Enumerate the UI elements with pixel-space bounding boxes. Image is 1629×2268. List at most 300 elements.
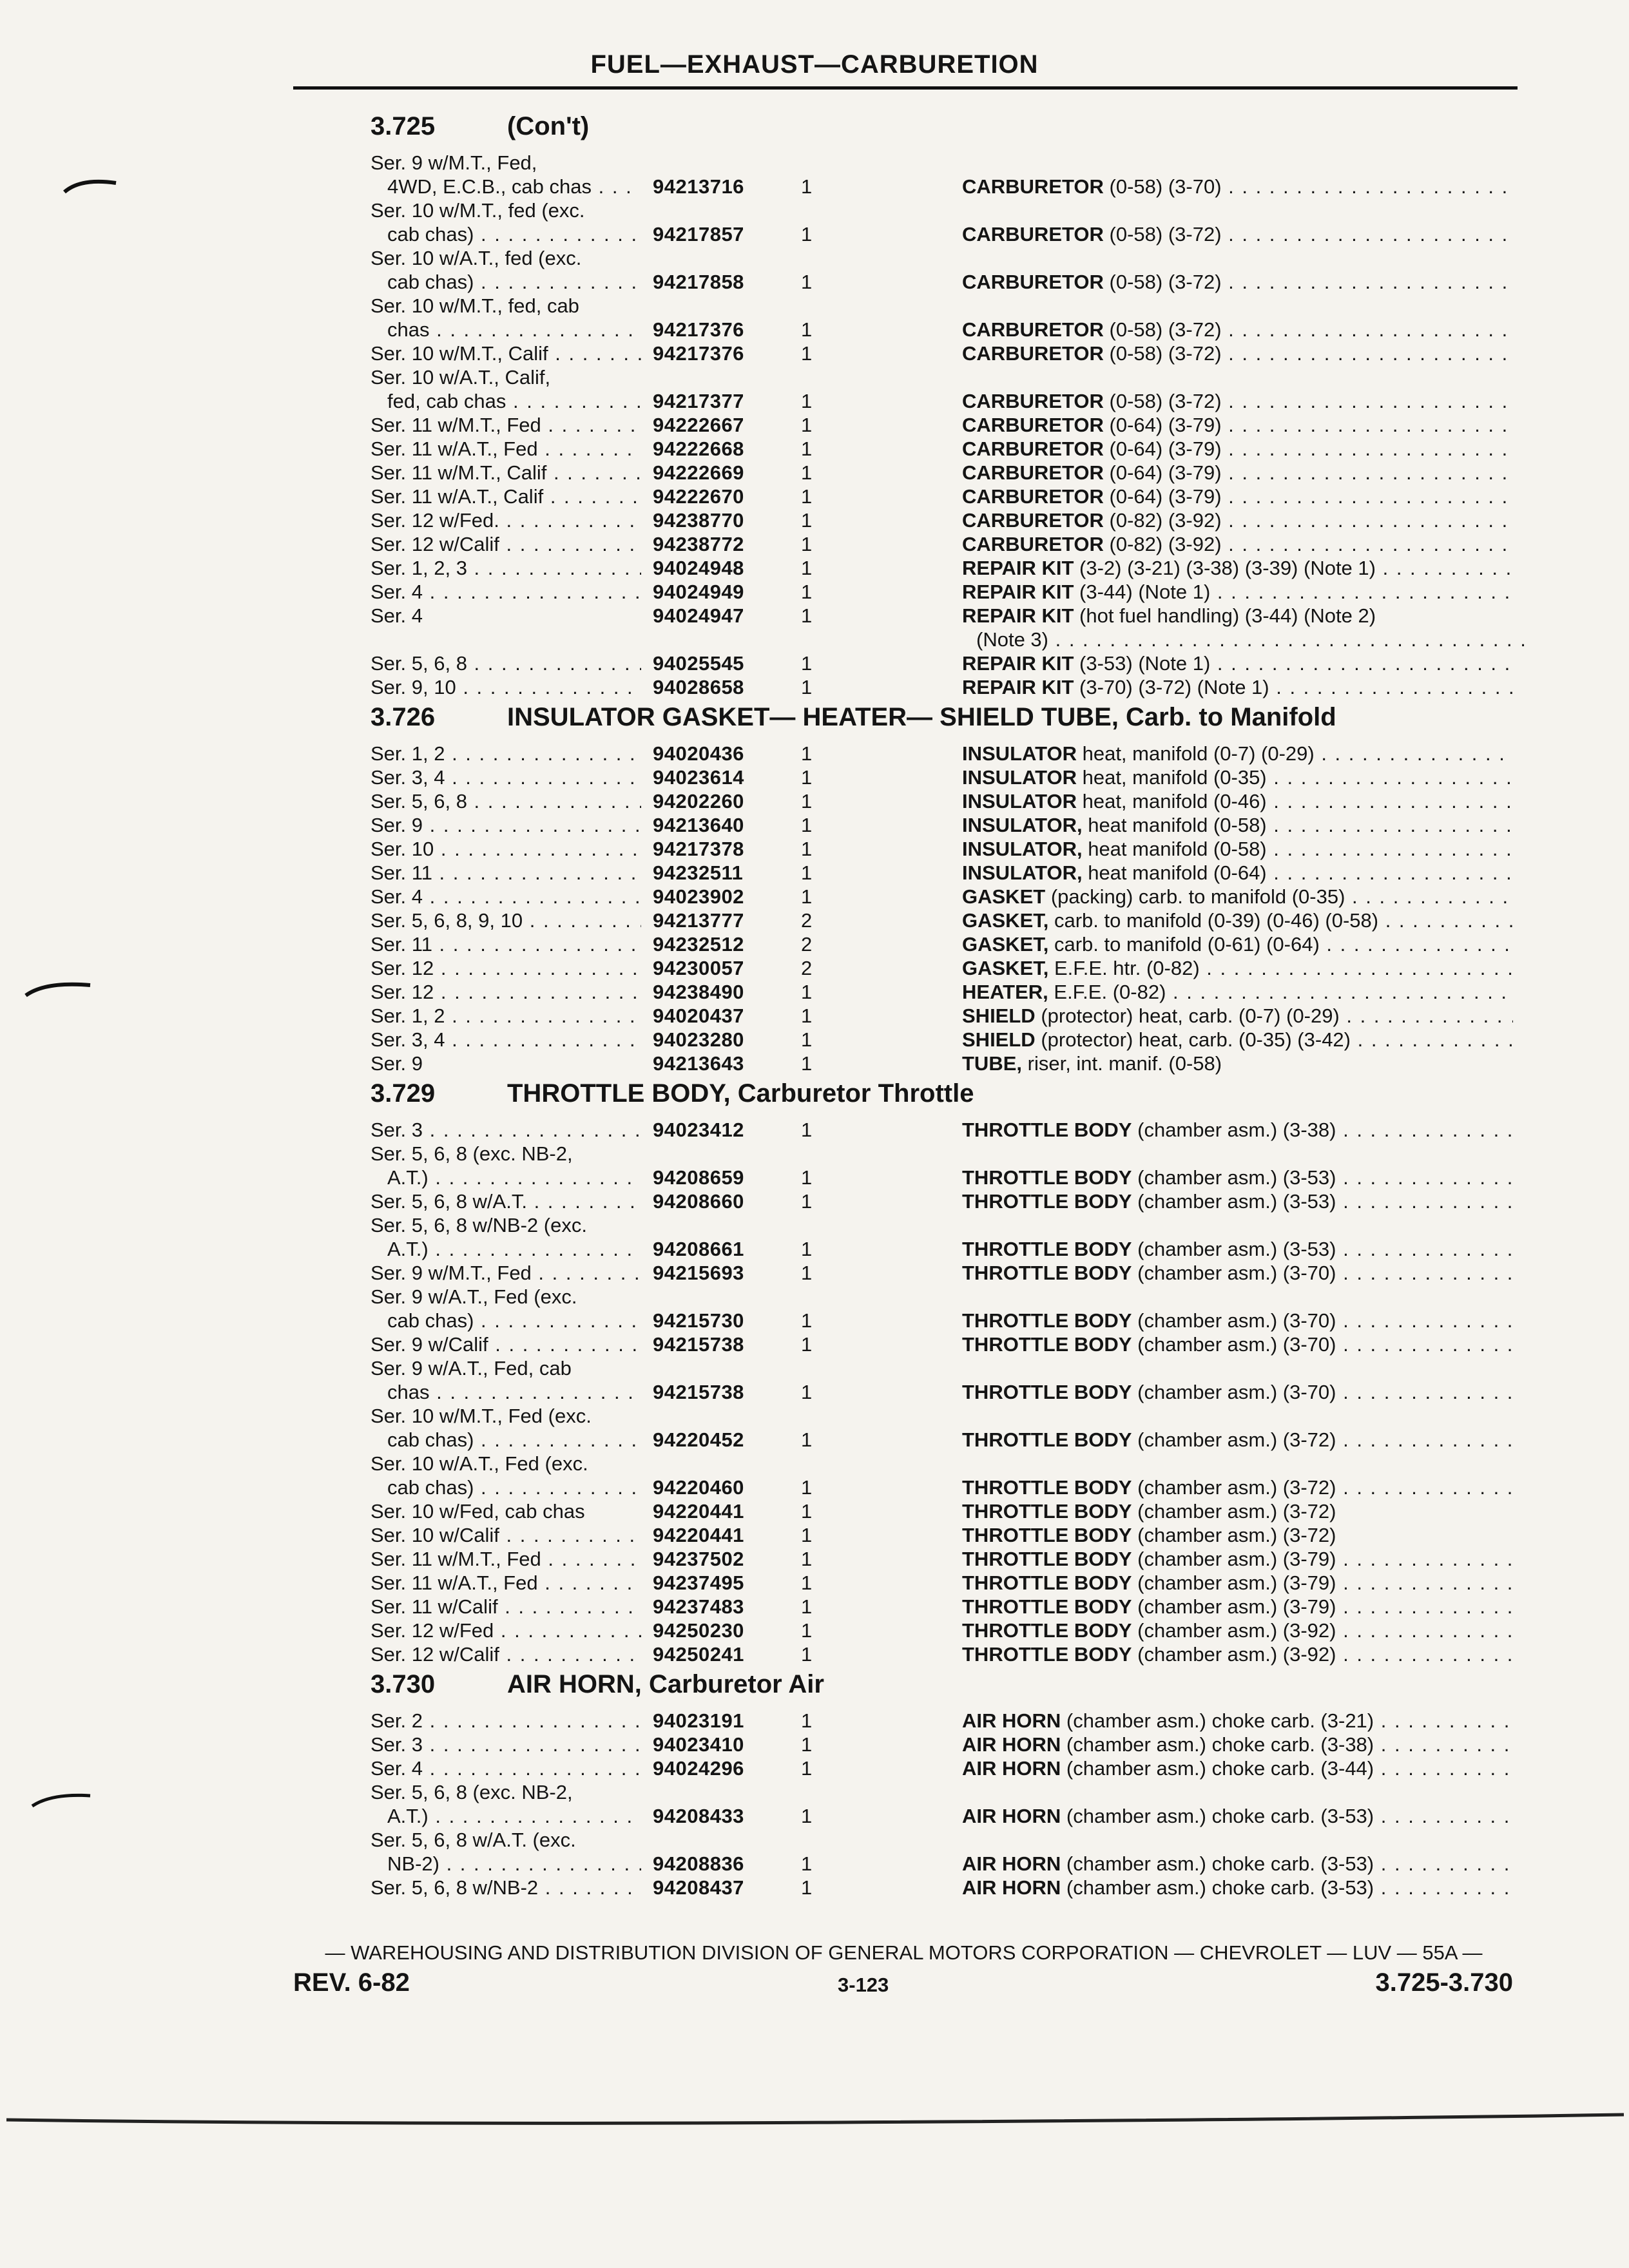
application-description: Ser. 9 w/Calif . . . [371,1332,641,1356]
parts-row [371,932,1511,956]
part-name: THROTTLE BODY [962,1190,1132,1213]
quantity: 1 [801,676,813,698]
parts-row [371,1309,1511,1332]
part-description [962,1189,1513,1213]
part-name: CARBURETOR [962,342,1104,365]
parts-row [371,1709,1511,1733]
part-description [962,413,1513,437]
application-description: Ser. 11 . . . [371,932,641,956]
application-description: Ser. 11 w/M.T., Calif . . . [371,461,641,485]
part-number: 94222670 [653,485,744,508]
application-description: Ser. 10 w/A.T., Fed (exc. [371,1452,588,1475]
section-title: THROTTLE BODY, Carburetor Throttle [507,1079,974,1108]
quantity: 1 [801,1500,813,1523]
part-number: 94237495 [653,1571,744,1594]
application-description: Ser. 11 w/A.T., Calif . . . [371,485,641,508]
part-number: 94215738 [653,1381,744,1403]
application-description: Ser. 3 . . . [371,1733,641,1756]
quantity: 1 [801,1548,813,1570]
part-description [962,1595,1513,1619]
parts-row [371,1571,1511,1595]
parts-row [371,222,1511,246]
parts-row [371,556,1511,580]
part-name: THROTTLE BODY [962,1619,1132,1642]
part-number: 94023412 [653,1119,744,1141]
part-number: 94023614 [653,766,744,789]
section-header [371,1075,1511,1118]
part-detail: (3-44) (Note 1) [1079,581,1211,603]
footer-publisher-line: — WAREHOUSING AND DISTRIBUTION DIVISION OF GENERAL MOTORS CORPORATION — CHEVROLET — LUV — 55A — [325,1941,1483,1964]
part-detail: (0-58) (3-72) [1109,390,1222,412]
parts-row [371,789,1511,813]
quantity: 1 [801,1524,813,1546]
part-description [962,1475,1513,1499]
part-detail: (chamber asm.) choke carb. (3-21) [1066,1709,1374,1732]
part-number: 94215693 [653,1262,744,1284]
part-description [962,1733,1513,1756]
section-number: 3.730 [371,1670,436,1698]
part-number: 94208660 [653,1190,744,1213]
part-description [962,389,1513,413]
parts-row [371,246,1511,270]
part-name: CARBURETOR [962,175,1104,198]
part-detail: (chamber asm.) (3-70) [1137,1381,1336,1403]
quantity: 1 [801,1643,813,1666]
part-name: TUBE, [962,1052,1022,1075]
part-detail: (chamber asm.) choke carb. (3-53) [1066,1852,1374,1875]
part-name: THROTTLE BODY [962,1643,1132,1666]
application-description: Ser. 10 w/M.T., fed (exc. [371,199,585,222]
part-description [962,485,1513,508]
quantity: 1 [801,1262,813,1284]
quantity: 1 [801,814,813,836]
quantity: 1 [801,318,813,341]
part-description [962,1547,1513,1571]
parts-row [371,1642,1511,1666]
part-name: REPAIR KIT [962,604,1074,627]
parts-row [371,1004,1511,1028]
quantity: 1 [801,1238,813,1260]
part-description [962,532,1513,556]
part-description [962,861,1513,885]
part-name: THROTTLE BODY [962,1500,1132,1523]
part-description [962,1709,1513,1733]
part-description [962,461,1513,485]
part-number: 94020437 [653,1004,744,1027]
parts-row [371,198,1511,222]
part-name: THROTTLE BODY [962,1571,1132,1594]
application-description: Ser. 12 . . . [371,980,641,1004]
quantity: 1 [801,390,813,412]
quantity: 1 [801,1166,813,1189]
footer-section-range: 3.725-3.730 [1375,1968,1513,1997]
part-number: 94250241 [653,1643,744,1666]
part-detail: heat manifold (0-58) [1088,814,1267,836]
part-name: GASKET, [962,909,1049,932]
part-name: GASKET, [962,933,1049,956]
parts-row [371,1380,1511,1404]
application-description: 4WD, E.C.B., cab chas . . . [387,175,641,198]
application-description: Ser. 10 w/M.T., Calif . . . [371,341,641,365]
part-number: 94208433 [653,1805,744,1827]
part-name: INSULATOR [962,742,1077,765]
application-description: cab chas) . . . [387,270,641,294]
application-description: Ser. 3, 4 . . . [371,765,641,789]
part-description [962,1052,1513,1075]
quantity: 1 [801,861,813,884]
quantity: 1 [801,766,813,789]
part-description [962,1642,1513,1666]
part-number: 94237502 [653,1548,744,1570]
quantity: 1 [801,1052,813,1075]
part-description [962,1571,1513,1595]
application-description: Ser. 9 w/M.T., Fed . . . [371,1261,641,1285]
part-description [962,1499,1513,1523]
quantity: 1 [801,1476,813,1499]
parts-row [371,532,1511,556]
parts-row [371,1052,1511,1075]
part-detail: (chamber asm.) (3-53) [1137,1190,1336,1213]
part-name: INSULATOR, [962,838,1083,860]
parts-row [371,1828,1511,1852]
part-number: 94217857 [653,223,744,245]
parts-row [371,1619,1511,1642]
application-description: Ser. 10 . . . [371,837,641,861]
part-detail: (chamber asm.) choke carb. (3-38) [1066,1733,1374,1756]
part-number: 94020436 [653,742,744,765]
part-description [962,932,1513,956]
quantity: 1 [801,1595,813,1618]
part-name: REPAIR KIT [962,652,1074,675]
part-description [962,1332,1513,1356]
part-detail: (chamber asm.) (3-92) [1137,1619,1336,1642]
quantity: 1 [801,838,813,860]
part-number: 94025545 [653,652,744,675]
quantity: 1 [801,271,813,293]
parts-row [371,908,1511,932]
part-detail: E.F.E. htr. (0-82) [1054,957,1200,979]
application-description: Ser. 12 . . . [371,956,641,980]
part-description [962,1237,1513,1261]
parts-row [371,813,1511,837]
part-name: CARBURETOR [962,414,1104,436]
parts-row [371,1756,1511,1780]
part-name: THROTTLE BODY [962,1309,1132,1332]
part-detail: heat, manifold (0-46) [1082,790,1267,812]
application-description: Ser. 5, 6, 8 (exc. NB-2, [371,1781,573,1803]
part-name: INSULATOR [962,790,1077,812]
part-detail: (0-64) (3-79) [1109,485,1222,508]
part-detail: heat manifold (0-58) [1088,838,1267,860]
part-name: THROTTLE BODY [962,1119,1132,1141]
quantity: 1 [801,414,813,436]
application-description: Ser. 11 w/M.T., Fed . . . [371,413,641,437]
parts-row [371,485,1511,508]
part-description [962,980,1513,1004]
part-detail: (chamber asm.) (3-53) [1137,1166,1336,1189]
part-detail: (chamber asm.) (3-72) [1137,1524,1336,1546]
section-title: AIR HORN, Carburetor Air [507,1670,824,1698]
part-detail: (chamber asm.) (3-70) [1137,1262,1336,1284]
quantity: 1 [801,790,813,812]
part-detail: (chamber asm.) (3-70) [1137,1333,1336,1356]
parts-row [371,1404,1511,1428]
part-description [962,675,1513,699]
binder-hole-mark [29,1788,93,1814]
part-name: THROTTLE BODY [962,1524,1132,1546]
part-description [962,1309,1513,1332]
quantity: 1 [801,981,813,1003]
part-name: CARBURETOR [962,318,1104,341]
application-description: Ser. 1, 2, 3 . . . [371,556,641,580]
quantity: 2 [801,957,813,979]
application-description: Ser. 5, 6, 8, 9, 10 . . . [371,908,641,932]
quantity: 1 [801,437,813,460]
parts-row [371,1261,1511,1285]
footer-revision: REV. 6-82 [293,1968,410,1997]
part-description [962,1428,1513,1452]
part-number: 94220452 [653,1428,744,1451]
part-name: THROTTLE BODY [962,1333,1132,1356]
application-description: Ser. 9 . . . [371,813,641,837]
part-detail: riser, int. manif. (0-58) [1027,1052,1222,1075]
part-name: SHIELD [962,1028,1036,1051]
part-name: CARBURETOR [962,437,1104,460]
part-detail: carb. to manifold (0-39) (0-46) (0-58) [1054,909,1379,932]
application-description: Ser. 5, 6, 8 w/NB-2 (exc. [371,1214,587,1236]
quantity: 1 [801,461,813,484]
part-detail: carb. to manifold (0-61) (0-64) [1054,933,1320,956]
part-number: 94232512 [653,933,744,956]
application-description: cab chas) . . . [387,1475,641,1499]
part-number: 94222668 [653,437,744,460]
part-number: 94024296 [653,1757,744,1780]
application-description: chas . . . [387,1380,641,1404]
application-description: A.T.) . . . [387,1237,641,1261]
part-detail: (chamber asm.) (3-72) [1137,1476,1336,1499]
parts-row [371,1475,1511,1499]
application-description: Ser. 3, 4 . . . [371,1028,641,1052]
part-number: 94213643 [653,1052,744,1075]
application-description: Ser. 5, 6, 8 w/A.T. . . . [371,1189,641,1213]
parts-row [371,365,1511,389]
part-number: 94217376 [653,342,744,365]
section-title: INSULATOR GASKET— HEATER— SHIELD TUBE, Carb. to Manifold [507,703,1336,731]
part-description [962,1118,1513,1142]
application-description: Ser. 10 w/A.T., Calif, [371,366,551,389]
parts-row [371,580,1511,604]
part-name: AIR HORN [962,1709,1061,1732]
part-number: 94208659 [653,1166,744,1189]
part-detail: (0-58) (3-70) [1109,175,1222,198]
part-number: 94213640 [653,814,744,836]
part-number: 94222667 [653,414,744,436]
part-number: 94213777 [653,909,744,932]
application-description: Ser. 11 w/Calif . . . [371,1595,641,1619]
section-header [371,699,1511,742]
application-description: cab chas) . . . [387,1309,641,1332]
part-description [962,1261,1513,1285]
quantity: 1 [801,1571,813,1594]
footer-page-number: 3-123 [838,1974,889,1996]
part-number: 94213716 [653,175,744,198]
part-name: THROTTLE BODY [962,1238,1132,1260]
application-description: Ser. 10 w/Fed, cab chas [371,1500,585,1523]
part-description [962,956,1513,980]
part-detail: heat, manifold (0-7) (0-29) [1082,742,1315,765]
page-header-title: FUEL—EXHAUST—CARBURETION [590,50,1039,79]
parts-row [371,294,1511,318]
part-number: 94208661 [653,1238,744,1260]
application-description: Ser. 10 w/M.T., Fed (exc. [371,1405,592,1427]
application-description: Ser. 4 [371,604,423,627]
parts-row [371,1428,1511,1452]
application-description: Ser. 12 w/Fed . . . [371,1619,641,1642]
parts-row [371,1852,1511,1876]
bottom-scan-edge [0,2100,1629,2139]
part-name: THROTTLE BODY [962,1166,1132,1189]
part-description [962,742,1513,765]
application-description: Ser. 5, 6, 8 (exc. NB-2, [371,1142,573,1165]
part-detail: (hot fuel handling) (3-44) (Note 2) [1079,604,1376,627]
part-description [962,175,1513,198]
parts-row [371,628,1511,651]
part-detail: (0-58) (3-72) [1109,342,1222,365]
parts-row [371,437,1511,461]
part-detail: (0-58) (3-72) [1109,223,1222,245]
application-description: Ser. 12 w/Fed. . . . [371,508,641,532]
part-detail: (chamber asm.) (3-79) [1137,1548,1336,1570]
part-name: REPAIR KIT [962,557,1074,579]
part-number: 94217377 [653,390,744,412]
parts-row [371,1166,1511,1189]
part-description [962,1756,1513,1780]
part-description [962,1804,1513,1828]
parts-row [371,341,1511,365]
application-description: Ser. 12 w/Calif . . . [371,532,641,556]
part-description [962,508,1513,532]
part-description [962,556,1513,580]
part-description [962,1380,1513,1404]
part-name: CARBURETOR [962,271,1104,293]
part-description [962,765,1513,789]
part-name: REPAIR KIT [962,581,1074,603]
part-number: 94024948 [653,557,744,579]
part-name: THROTTLE BODY [962,1381,1132,1403]
parts-row [371,318,1511,341]
quantity: 1 [801,1119,813,1141]
parts-row [371,151,1511,175]
quantity: 2 [801,933,813,956]
part-description [976,628,1527,651]
quantity: 1 [801,742,813,765]
parts-row [371,1332,1511,1356]
quantity: 1 [801,533,813,555]
part-description [962,885,1513,908]
part-description [962,318,1513,341]
part-detail: (3-2) (3-21) (3-38) (3-39) (Note 1) [1079,557,1376,579]
parts-row [371,861,1511,885]
section-number: 3.729 [371,1079,436,1108]
part-name: REPAIR KIT [962,676,1074,698]
part-number: 94024947 [653,604,744,627]
part-number: 94208836 [653,1852,744,1875]
quantity: 1 [801,1309,813,1332]
application-description: Ser. 4 . . . [371,580,641,604]
part-name: AIR HORN [962,1852,1061,1875]
part-name: THROTTLE BODY [962,1476,1132,1499]
quantity: 1 [801,1028,813,1051]
application-description: Ser. 9, 10 . . . [371,675,641,699]
part-name: HEATER, [962,981,1048,1003]
parts-row [371,1118,1511,1142]
part-detail: (chamber asm.) choke carb. (3-53) [1066,1805,1374,1827]
part-name: SHIELD [962,1004,1036,1027]
quantity: 1 [801,223,813,245]
part-name: THROTTLE BODY [962,1548,1132,1570]
quantity: 1 [801,557,813,579]
quantity: 1 [801,342,813,365]
part-name: CARBURETOR [962,509,1104,532]
application-description: Ser. 10 w/Calif . . . [371,1523,641,1547]
part-detail: (0-82) (3-92) [1109,509,1222,532]
part-detail: (chamber asm.) (3-92) [1137,1643,1336,1666]
quantity: 1 [801,1852,813,1875]
part-description [962,1028,1513,1052]
part-description [962,813,1513,837]
parts-row [371,1189,1511,1213]
part-name: AIR HORN [962,1805,1061,1827]
part-description [962,1619,1513,1642]
part-name: GASKET, [962,957,1049,979]
part-number: 94028658 [653,676,744,698]
part-detail: (chamber asm.) (3-38) [1137,1119,1336,1141]
part-detail: (0-58) (3-72) [1109,318,1222,341]
parts-row [371,175,1511,198]
quantity: 1 [801,581,813,603]
part-detail: heat, manifold (0-35) [1082,766,1267,789]
parts-row [371,1237,1511,1261]
application-description: Ser. 9 w/A.T., Fed, cab [371,1357,572,1379]
parts-row [371,604,1511,628]
part-description [962,651,1513,675]
binder-hole-mark [61,174,119,200]
quantity: 1 [801,1381,813,1403]
part-detail: (chamber asm.) (3-53) [1137,1238,1336,1260]
section-number: 3.725 [371,112,436,140]
application-description: cab chas) . . . [387,222,641,246]
parts-row [371,461,1511,485]
part-name: THROTTLE BODY [962,1262,1132,1284]
part-detail: (0-58) (3-72) [1109,271,1222,293]
part-name: THROTTLE BODY [962,1595,1132,1618]
application-description: Ser. 5, 6, 8 w/NB-2 . . . [371,1876,641,1899]
part-name: CARBURETOR [962,223,1104,245]
part-number: 94220460 [653,1476,744,1499]
quantity: 1 [801,485,813,508]
application-description: Ser. 5, 6, 8 w/A.T. (exc. [371,1829,576,1851]
part-number: 94215730 [653,1309,744,1332]
parts-row [371,651,1511,675]
application-description: Ser. 12 w/Calif . . . [371,1642,641,1666]
part-description [962,437,1513,461]
part-name: CARBURETOR [962,390,1104,412]
part-description [962,1166,1513,1189]
application-description: Ser. 4 . . . [371,1756,641,1780]
parts-row [371,389,1511,413]
part-name: INSULATOR, [962,861,1083,884]
application-description: Ser. 11 w/A.T., Fed . . . [371,437,641,461]
